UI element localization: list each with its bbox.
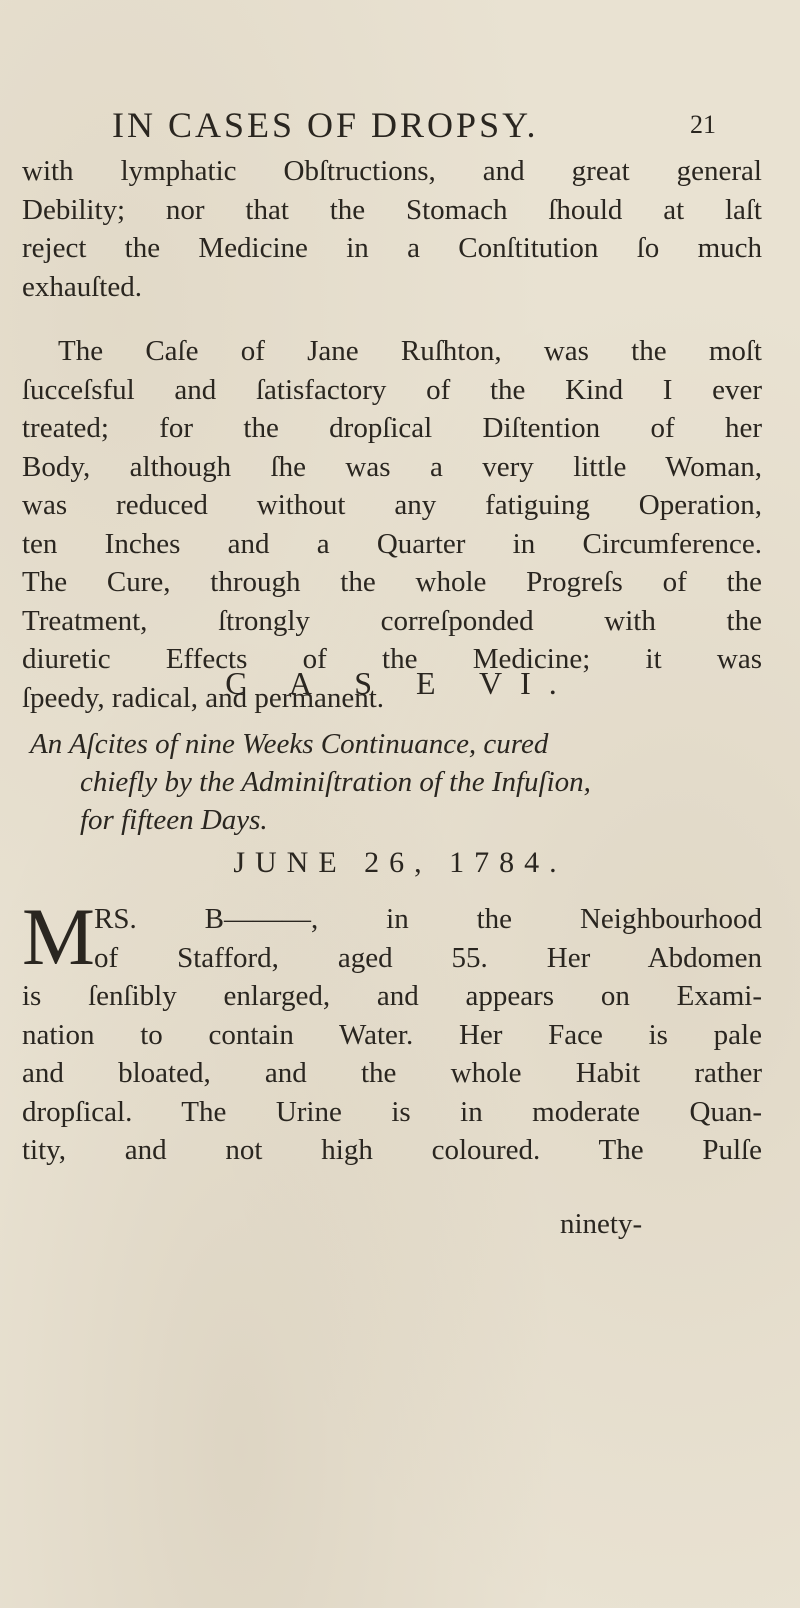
text-line: ſucceſsful and ſatisfactory of the Kind I ever xyxy=(22,373,762,406)
text-line: reject the Medicine in a Conſtitution ſo much xyxy=(22,232,762,264)
text-line: Treatment, ſtrongly correſponded with the xyxy=(22,604,762,637)
text-line: was reduced without any fatiguing Operation, xyxy=(22,489,762,521)
paragraph-case-description xyxy=(22,891,762,1170)
text-line: Debility; nor that the Stomach ſhould at laſt xyxy=(22,193,762,226)
paragraph-continuation xyxy=(22,152,762,306)
text-line: dropſical. The Urine is in moderate Quan- xyxy=(22,1095,762,1128)
subtitle-line: An Aſcites of nine Weeks Continuance, cured xyxy=(30,728,549,760)
catchword: ninety- xyxy=(560,1208,643,1240)
case-heading: C A S E VI. xyxy=(225,665,575,701)
text-line: The Caſe of Jane Ruſhton, was the moſt xyxy=(58,335,762,367)
text-line: diuretic Effects of the Medicine; it was xyxy=(22,643,762,675)
paragraph-rushton-case xyxy=(22,332,762,717)
text-line: RS. B———, in the Neighbourhood xyxy=(94,903,762,935)
text-line: exhauſted. xyxy=(22,270,142,303)
text-line: with lymphatic Obſtructions, and great general xyxy=(22,155,762,187)
drop-cap: M xyxy=(22,891,95,982)
text-line: of Stafford, aged 55. Her Abdomen xyxy=(94,941,762,974)
text-line: and bloated, and the whole Habit rather xyxy=(22,1057,762,1089)
text-line: The Cure, through the whole Progreſs of the xyxy=(22,566,762,598)
running-title: IN CASES OF DROPSY. xyxy=(112,105,539,145)
subtitle-line: chiefly by the Adminiſtration of the Infuſion, xyxy=(80,766,591,798)
text-line: tity, and not high coloured. The Pulſe xyxy=(22,1134,762,1166)
text-line: ten Inches and a Quarter in Circumference. xyxy=(22,527,762,560)
text-line: is ſenſibly enlarged, and appears on Exami- xyxy=(22,980,762,1012)
page-number: 21 xyxy=(690,110,716,139)
text-line: Body, although ſhe was a very little Woman, xyxy=(22,450,762,483)
subtitle-line: for fifteen Days. xyxy=(80,804,268,836)
case-date: JUNE 26, 1784. xyxy=(233,846,567,879)
text-line: ſpeedy, radical, and permanent. xyxy=(22,681,385,714)
text-line: treated; for the dropſical Diſtention of her xyxy=(22,412,762,444)
case-subtitle xyxy=(30,725,760,839)
text-line: nation to contain Water. Her Face is pale xyxy=(22,1018,762,1051)
